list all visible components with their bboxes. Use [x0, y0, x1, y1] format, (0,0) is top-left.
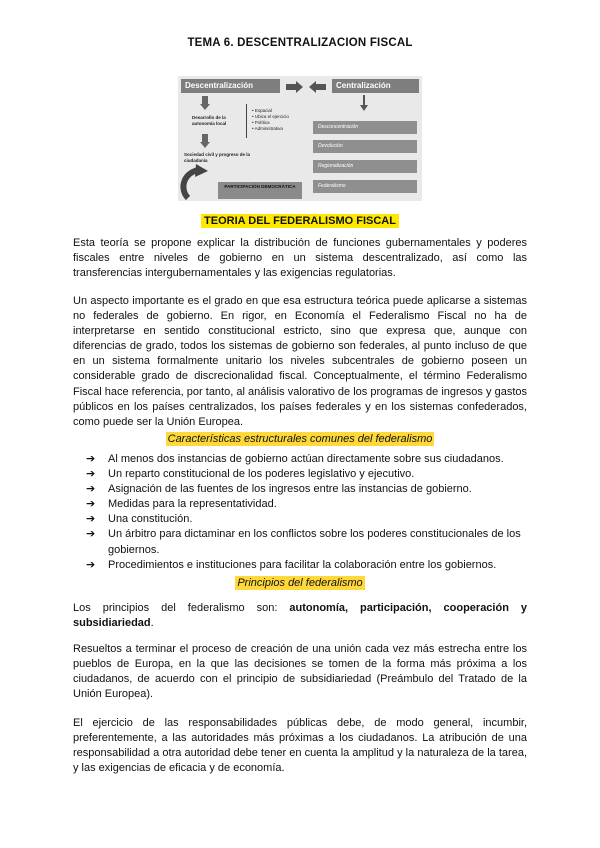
list-item: [86, 497, 526, 512]
list-item: • Política: [252, 120, 270, 125]
list-item-text: Asignación de las fuentes de los ingresos entre las instancias de gobierno.: [108, 483, 472, 496]
diagram-left-bottom: Sociedad civil y progreso de la ciudadanía: [184, 152, 251, 163]
diagram-left-label: Desarrollo de la autonomía local: [192, 115, 227, 126]
page-title: TEMA 6. DESCENTRALIZACION FISCAL: [187, 37, 413, 49]
list-item: [86, 452, 526, 467]
list-item-text: Medidas para la representatividad.: [108, 498, 277, 511]
list-item-text: Un árbitro para dictaminar en los conflictos sobre los poderes constitucionales de los gobiernos.: [108, 528, 521, 556]
diagram-left-header: Descentralización: [181, 79, 280, 93]
arrow-icon: ➔: [86, 528, 96, 541]
subheading-principles: [0, 577, 600, 589]
list-item: • Ubica el ejercicio: [252, 114, 289, 119]
paragraph-5: El ejercicio de las responsabilidades públicas debe, de modo general, incumbir, preferentemente, a las autoridades más próximas a los ciudadanos. La atribución de una responsabilidad a otra autoridad debe tener en cuenta la amplitud y la naturaleza de la tarea, y las exigencias de eficacia y de economía.: [73, 717, 527, 775]
paragraph-2: Un aspecto importante es el grado en que esa estructura teórica puede aplicarse a sistemas no federales de gobierno. En rigor, en Economía el Federalismo Fiscal no ha de interpretarse en sentido constitucional estricto, sino que expresa que, aunque con diferencias de grado, todos los sistemas de gobierno son federales, al punto incluso de que en un sistema formalmente unitario los niveles subcentrales de gobierno poseen un considerable grado de discrecionalidad fiscal. Conceptualmente, el término Federalismo Fiscal hace referencia, por tanto, al análisis valorativo de los programas de ingresos y gastos públicos en los países centralizados, los países federales y en los sistemas confederados, como puede ser la Unión Europea.: [73, 295, 527, 428]
principles-terms: autonomía, participación, cooperación y subsidiariedad: [73, 602, 528, 630]
arrow-icon: ➔: [86, 498, 96, 511]
diagram-bar-3: Regionalización: [313, 160, 417, 173]
arrow-icon: ➔: [86, 483, 96, 496]
down-arrow-icon: [200, 96, 210, 110]
list-item: [86, 512, 526, 527]
diagram-bar-4: Federalismo: [313, 180, 417, 193]
arrow-icon: ➔: [86, 513, 96, 526]
arrow-icon: ➔: [86, 558, 96, 571]
subheading-text: Principios del federalismo: [237, 577, 363, 589]
list-item-text: Una constitución.: [108, 513, 193, 526]
section-heading: [0, 211, 600, 229]
characteristics-list: [86, 452, 526, 573]
list-item: • Espacial: [252, 108, 272, 113]
list-item: [86, 527, 526, 557]
paragraph-3: [73, 601, 527, 631]
down-arrow-icon: [360, 95, 368, 111]
diagram-bar-1: Desconcentración: [313, 121, 417, 134]
double-arrow-icon: [286, 81, 326, 93]
list-item-text: Procedimientos e instituciones para facilitar la colaboración entre los gobiernos.: [108, 558, 497, 571]
paragraph-3-lead: Los principios del federalismo son:: [73, 602, 290, 614]
diagram-left-list: [252, 108, 312, 132]
participation-box: PARTICIPACIÓN DEMOCRÁTICA: [218, 182, 302, 199]
subheading-characteristics: [0, 433, 600, 445]
list-item: [86, 482, 526, 497]
down-arrow-icon: [200, 134, 210, 148]
diagram-right-header: Centralización: [332, 79, 419, 93]
list-item: • Administrativa: [252, 126, 283, 131]
list-item-text: Al menos dos instancias de gobierno actúan directamente sobre sus ciudadanos.: [108, 453, 504, 465]
paragraph-4: Resueltos a terminar el proceso de creación de una unión cada vez más estrecha entre los pueblos de Europa, en la que las decisiones se tomen de la forma más próxima a los ciudadanos, de acuerdo con el principio de subsidiariedad (Preámbulo del Tratado de la Unión Europea).: [73, 643, 527, 701]
list-item: [86, 558, 526, 573]
bracket: [246, 104, 249, 138]
arrow-icon: ➔: [86, 468, 96, 481]
section-heading-text: TEORIA DEL FEDERALISMO FISCAL: [201, 214, 399, 228]
arrow-icon: ➔: [86, 453, 96, 465]
list-item: [86, 467, 526, 482]
list-item-text: Un reparto constitucional de los poderes legislativo y ejecutivo.: [108, 468, 415, 481]
subheading-text: Características estructurales comunes del federalismo: [167, 433, 433, 445]
paragraph-1: Esta teoría se propone explicar la distribución de funciones gubernamentales y poderes fiscales entre niveles de gobierno en un sistema descentralizado, así como las transferencias intergubernamentales y las exigencias regulatorias.: [73, 237, 527, 280]
paragraph-3-end: .: [150, 617, 154, 630]
curved-arrow-icon: [178, 164, 216, 200]
decentralization-diagram: [178, 76, 422, 201]
diagram-bar-2: Devolución: [313, 140, 417, 153]
